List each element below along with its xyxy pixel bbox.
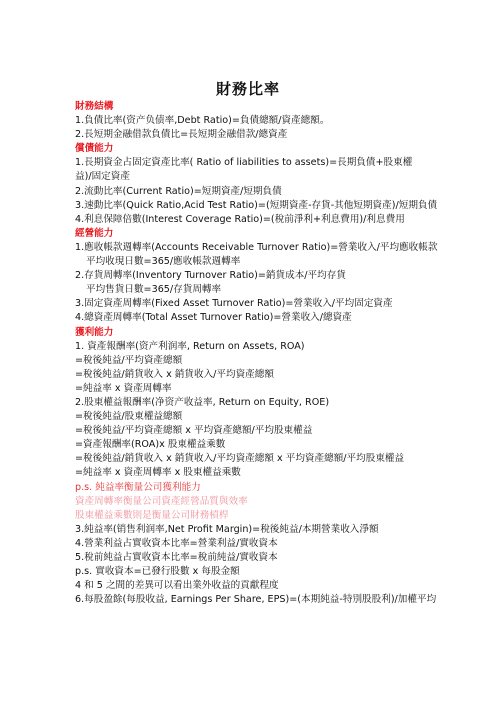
text-line: 2.流動比率(Current Ratio)=短期資產/短期負債 (75, 185, 282, 197)
text-line: 6.每股盈餘(每股收益, Earnings Per Share, EPS)=(本期純益-特別股股利)/加權平均 (75, 594, 437, 606)
document-body (75, 100, 438, 607)
text-line: 2.長短期金融借款負債比=長短期金融借款/總資產 (75, 129, 288, 141)
text-line: 2.存貨周轉率(Inventory Turnover Ratio)=銷貨成本/平均存貨 (75, 270, 346, 282)
text-line: p.s. 實收資本=已發行股數 x 每股金額 (75, 566, 240, 578)
text-line: =稅後純益/銷貨收入 x 銷貨收入/平均資產總額 (75, 368, 274, 380)
section-heading: 財務結構 (75, 101, 114, 112)
text-line: =純益率 x 資產周轉率 x 股東權益乘數 (75, 467, 241, 479)
text-line: 1.長期資金占固定資產比率( Ratio of liabilities to assets)=長期負債+股東權益)/固定資產 (75, 157, 413, 183)
text-line: =純益率 x 資產周轉率 (75, 382, 172, 394)
document-title: 財務比率 (215, 80, 280, 98)
text-line: 2.股東權益報酬率(净资产收益率, Return on Equity, ROE) (75, 396, 330, 408)
text-line: =資產報酬率(ROA)x 股東權益乘數 (75, 439, 226, 451)
text-line: 1. 資產報酬率(资产利润率, Return on Assets, ROA) (75, 340, 305, 352)
note-line: 資產周轉率衡量公司資產經營品質與效率 (75, 495, 248, 507)
text-line: =稅後純益/平均資產總額 x 平均資產總額/平均股東權益 (75, 425, 313, 437)
text-line: 4.總資產周轉率(Total Asset Turnover Ratio)=營業收入/總資產 (75, 312, 352, 324)
section-heading: 經營能力 (75, 227, 114, 239)
section-heading: 償債能力 (75, 143, 114, 155)
text-line: =稅後純益/股東權益總額 (75, 411, 183, 423)
text-line: 3.固定資產周轉率(Fixed Asset Turnover Ratio)=營業收入/平均固定資產 (75, 298, 393, 310)
text-line: 5.稅前純益占實收資本比率=稅前純益/實收資本 (75, 552, 278, 563)
text-line: =稅後純益/銷貨收入 x 銷貨收入/平均資產總額 x 平均資產總額/平均股東權益 (75, 453, 405, 465)
text-line: 4.利息保障倍數(Interest Coverage Ratio)=(稅前淨利+利息費用)/利息費用 (75, 213, 405, 225)
text-line: 平均收現日數=365/應收帳款週轉率 (86, 256, 241, 268)
note-line: 股東權益乘數則是衡量公司財務槓桿 (75, 509, 229, 521)
text-line: 平均售貨日數=365/存貨周轉率 (86, 284, 222, 296)
text-line: 3.速動比率(Quick Ratio,Acid Test Ratio)=(短期資產-存貨-其他短期資產)/短期負債 (75, 199, 438, 211)
text-line: 4.營業利益占實收資本比率=營業利益/實收資本 (75, 537, 278, 549)
text-line: 4 和 5 之間的差異可以看出業外收益的貢獻程度 (75, 580, 279, 592)
text-line: 1.負債比率(资产负债率,Debt Ratio)=負債總額/資產總額。 (75, 115, 330, 127)
section-heading: 獲利能力 (75, 326, 114, 338)
text-line: =稅後純益/平均資產總額 (75, 354, 183, 366)
text-line: 1.應收帳款週轉率(Accounts Receivable Turnover Ratio)=營業收入/平均應收帳款 (75, 241, 438, 253)
note-line: p.s. 純益率衡量公司獲利能力 (75, 481, 201, 493)
text-line: 3.純益率(销售利润率,Net Profit Margin)=稅後純益/本期營業收入淨額 (75, 523, 379, 535)
